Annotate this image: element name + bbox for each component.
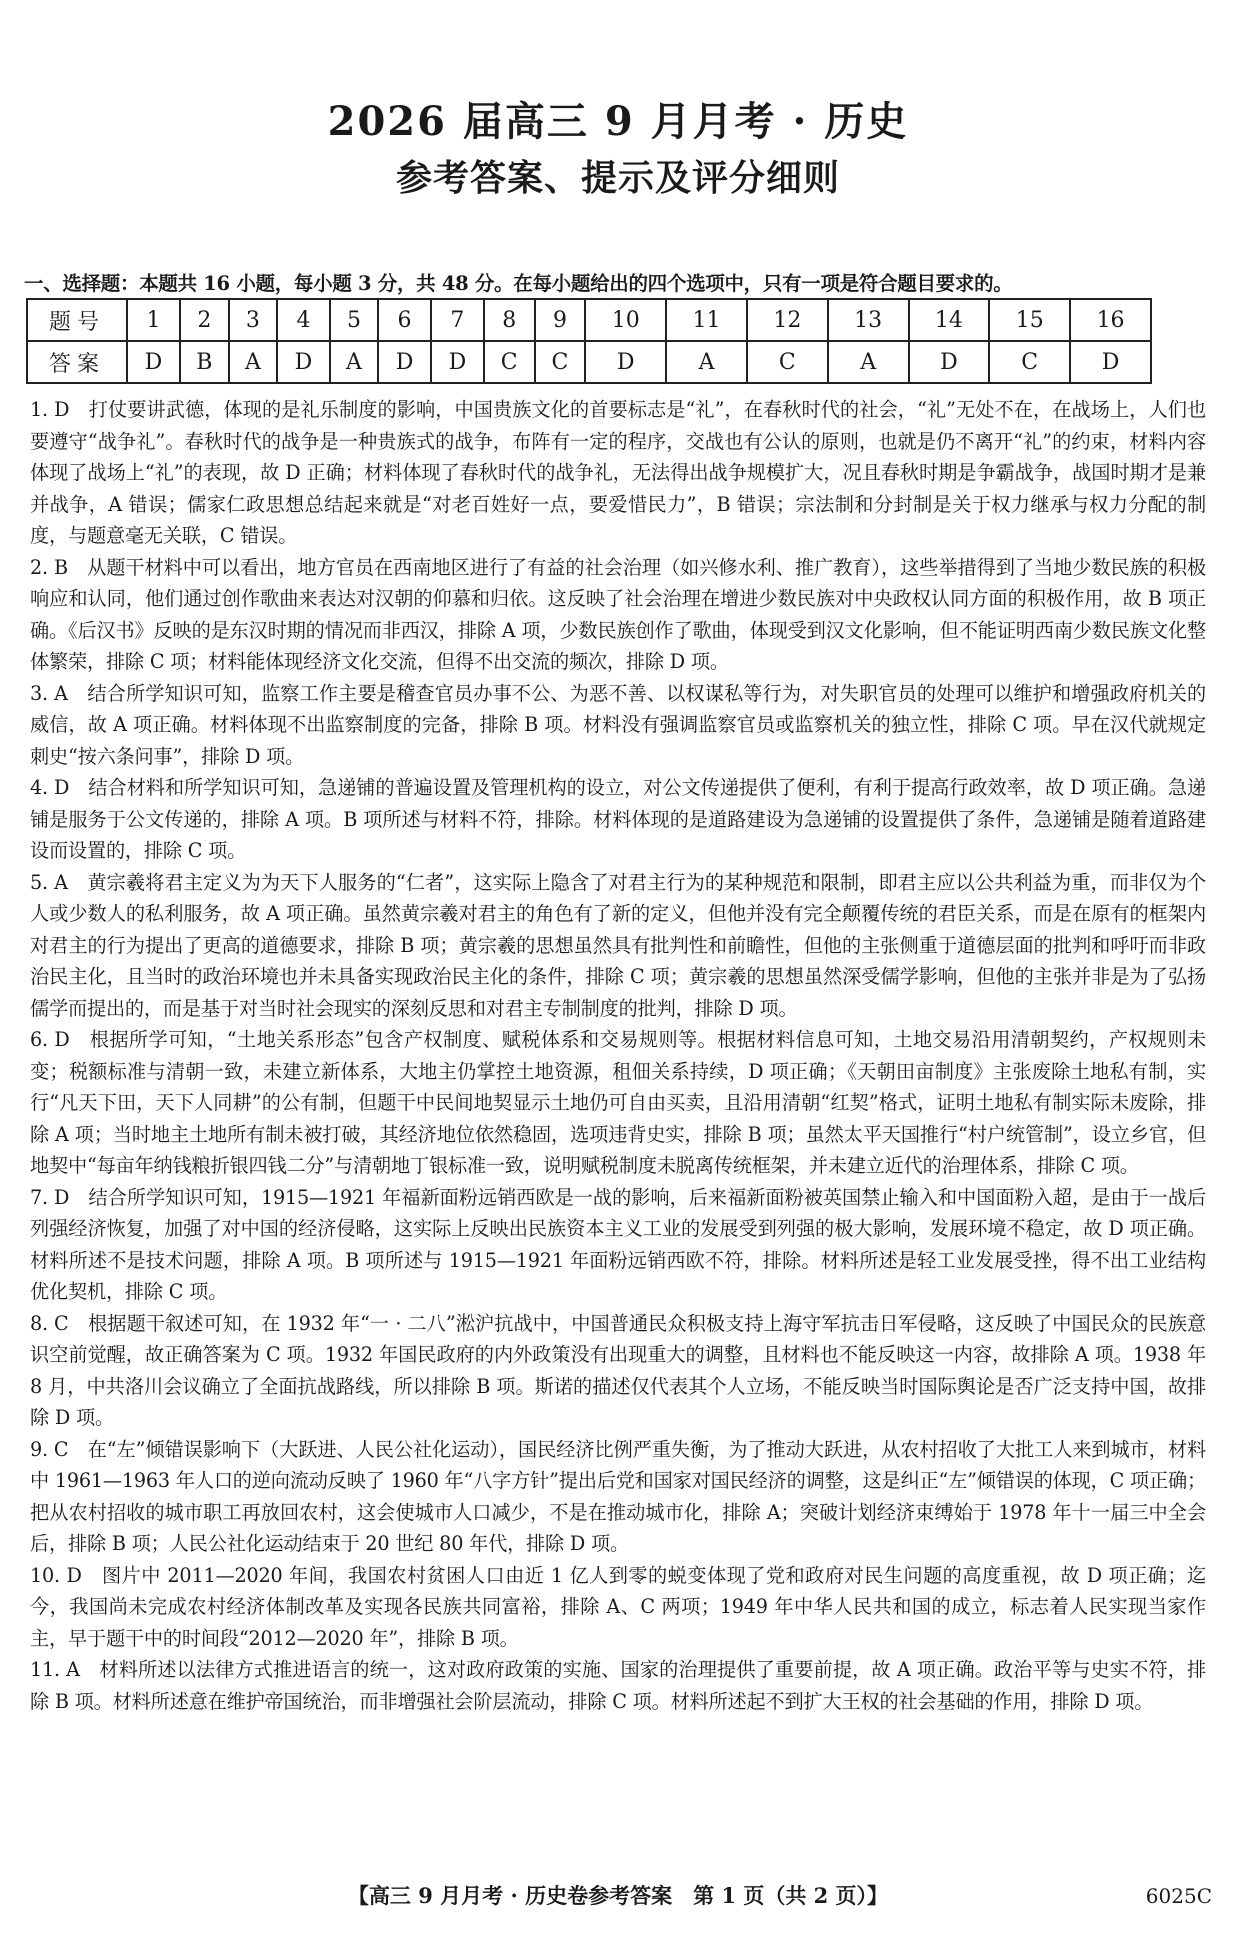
explanation-item: 9. C 在“左”倾错误影响下（大跃进、人民公社化运动），国民经济比例严重失衡，为了推动大跃进，从农村招收了大批工人来到城市，材料中 1961—1963 年人口的逆向流动反映了 1960 年“八字方针”提出后党和国家对国民经济的调整，这是纠正“左”倾错误的体现，C 项正确；把从农村招收的城市职工再放回农村，这会使城市人口减少，不是在推动城市化，排除 A；突破计划经济束缚始于 1978 年十一届三中全会后，排除 B 项；人民公社化运动结束于 20 世纪 80 年代，排除 D 项。 [30, 1437, 1206, 1555]
question-number-cell: 3 [229, 299, 277, 341]
answer-row [27, 341, 1151, 383]
explanation-item: 5. A 黄宗羲将君主定义为为天下人服务的“仁者”，这实际上隐含了对君主行为的某种规范和限制，即君主应以公共利益为重，而非仅为个人或少数人的私利服务，故 A 项正确。虽然黄宗羲对君主的角色有了新的定义，但他并没有完全颠覆传统的君臣关系，而是在原有的框架内对君主的行为提出了更高的道德要求，排除 B 项；黄宗羲的思想虽然具有批判性和前瞻性，但他的主张侧重于道德层面的批判和呼吁而非政治民主化，且当时的政治环境也并未具备实现政治民主化的条件，排除 C 项；黄宗羲的思想虽然深受儒学影响，但他的主张并非是为了弘扬儒学而提出的，而是基于对当时社会现实的深刻反思和对君主专制制度的批判，排除 D 项。 [30, 870, 1206, 1020]
number-row [27, 299, 1151, 341]
answer-cell: B [180, 341, 229, 383]
page-subtitle: 参考答案、提示及评分细则 [395, 157, 840, 199]
answer-cell: D [909, 341, 990, 383]
answer-cell: D [431, 341, 484, 383]
answer-table [26, 298, 1152, 384]
question-number-cell: 12 [747, 299, 828, 341]
page-title: 2026 届高三 9 月月考 · 历史 [327, 98, 909, 145]
explanation-item: 4. D 结合材料和所学知识可知，急递铺的普遍设置及管理机构的设立，对公文传递提供了便利，有利于提高行政效率，故 D 项正确。急递铺是服务于公文传递的，排除 A 项。B 项所述与材料不符，排除。材料体现的是道路建设为急递铺的设置提供了条件，急递铺是随着道路建设而设置的，排除 C 项。 [30, 776, 1206, 862]
page-footer: 【高三 9 月月考 · 历史卷参考答案 第 1 页（共 2 页）】 [347, 1883, 889, 1908]
question-number-cell: 15 [989, 299, 1070, 341]
question-number-cell: 7 [431, 299, 484, 341]
question-number-cell: 6 [378, 299, 431, 341]
question-number-cell: 11 [666, 299, 747, 341]
answer-cell: A [828, 341, 909, 383]
question-number-cell: 8 [484, 299, 535, 341]
explanation-item: 3. A 结合所学知识可知，监察工作主要是稽查官员办事不公、为恶不善、以权谋私等行为，对失职官员的处理可以维护和增强政府机关的威信，故 A 项正确。材料体现不出监察制度的完备，排除 B 项。材料没有强调监察官员或监察机关的独立性，排除 C 项。早在汉代就规定刺史“按六条问事”，排除 D 项。 [30, 681, 1206, 768]
explanation-item: 1. D 打仗要讲武德，体现的是礼乐制度的影响，中国贵族文化的首要标志是“礼”，在春秋时代的社会，“礼”无处不在，在战场上，人们也要遵守“战争礼”。春秋时代的战争是一种贵族式的战争，布阵有一定的程序，交战也有公认的原则，也就是仍不离开“礼”的约束，材料内容体现了战场上“礼”的表现，故 D 正确；材料体现了春秋时代的战争礼，无法得出战争规模扩大，况且春秋时期是争霸战争，战国时期才是兼并战争，A 错误；儒家仁政思想总结起来就是“对老百姓好一点，要爱惜民力”，B 错误；宗法制和分封制是关于权力继承与权力分配的制度，与题意毫无关联，C 错误。 [30, 398, 1206, 547]
answer-cell: D [277, 341, 330, 383]
answer-cell: D [127, 341, 180, 383]
doc-code: 6025C [1145, 1884, 1212, 1908]
question-number-cell: 9 [535, 299, 586, 341]
answer-cell: C [747, 341, 828, 383]
answer-cell: D [585, 341, 666, 383]
row-header-number: 题号 [27, 299, 127, 341]
answer-cell: D [1070, 341, 1151, 383]
question-number-cell: 4 [277, 299, 330, 341]
row-header-answer: 答案 [27, 341, 127, 383]
explanation-item: 6. D 根据所学可知，“土地关系形态”包含产权制度、赋税体系和交易规则等。根据材料信息可知，土地交易沿用清朝契约，产权规则未变；税额标准与清朝一致，未建立新体系，大地主仍掌控土地资源，租佃关系持续，D 项正确；《天朝田亩制度》主张废除土地私有制，实行“凡天下田，天下人同耕”的公有制，但题干中民间地契显示土地仍可自由买卖，且沿用清朝“红契”格式，证明土地私有制实际未废除，排除 A 项；当时地主土地所有制未被打破，其经济地位依然稳固，选项违背史实，排除 B 项；虽然太平天国推行“村户统管制”，设立乡官，但地契中“每亩年纳钱粮折银四钱二分”与清朝地丁银标准一致，说明赋税制度未脱离传统框架，并未建立近代的治理体系，排除 C 项。 [30, 1028, 1206, 1177]
answer-cell: A [330, 341, 378, 383]
question-number-cell: 14 [909, 299, 990, 341]
answer-cell: C [535, 341, 586, 383]
question-number-cell: 2 [180, 299, 229, 341]
question-number-cell: 13 [828, 299, 909, 341]
answer-cell: D [378, 341, 431, 383]
explanation-item: 11. A 材料所述以法律方式推进语言的统一，这对政府政策的实施、国家的治理提供了重要前提，故 A 项正确。政治平等与史实不符，排除 B 项。材料所述意在维护帝国统治，而非增强社会阶层流动，排除 C 项。材料所述起不到扩大王权的社会基础的作用，排除 D 项。 [30, 1658, 1206, 1713]
explanation-list [30, 394, 1206, 1717]
answer-cell: C [484, 341, 535, 383]
question-number-cell: 16 [1070, 299, 1151, 341]
question-number-cell: 10 [585, 299, 666, 341]
question-number-cell: 5 [330, 299, 378, 341]
explanation-item: 7. D 结合所学知识可知，1915—1921 年福新面粉远销西欧是一战的影响，后来福新面粉被英国禁止输入和中国面粉入超，是由于一战后列强经济恢复，加强了对中国的经济侵略，这实际上反映出民族资本主义工业的发展受到列强的极大影响，发展环境不稳定，故 D 项正确。材料所述不是技术问题，排除 A 项。B 项所述与 1915—1921 年面粉远销西欧不符，排除。材料所述是轻工业发展受挫，得不出工业结构优化契机，排除 C 项。 [30, 1185, 1206, 1303]
question-number-cell: 1 [127, 299, 180, 341]
answer-cell: A [229, 341, 277, 383]
answer-cell: C [989, 341, 1070, 383]
explanation-item: 8. C 根据题干叙述可知，在 1932 年“一 · 二八”淞沪抗战中，中国普通民众积极支持上海守军抗击日军侵略，这反映了中国民众的民族意识空前觉醒，故正确答案为 C 项。1932 年国民政府的内外政策没有出现重大的调整，且材料也不能反映这一内容，故排除 A 项。1938 年 8 月，中共洛川会议确立了全面抗战路线，所以排除 B 项。斯诺的描述仅代表其个人立场，不能反映当时国际舆论是否广泛支持中国，故排除 D 项。 [30, 1311, 1206, 1429]
explanation-item: 2. B 从题干材料中可以看出，地方官员在西南地区进行了有益的社会治理（如兴修水利、推广教育），这些举措得到了当地少数民族的积极响应和认同，他们通过创作歌曲来表达对汉朝的仰慕和归依。这反映了社会治理在增进少数民族对中央政权认同方面的积极作用，故 B 项正确。《后汉书》反映的是东汉时期的情况而非西汉，排除 A 项，少数民族创作了歌曲，体现受到汉文化影响，但不能证明西南少数民族文化整体繁荣，排除 C 项；材料能体现经济文化交流，但得不出交流的频次，排除 D 项。 [30, 555, 1206, 673]
answer-cell: A [666, 341, 747, 383]
explanation-item: 10. D 图片中 2011—2020 年间，我国农村贫困人口由近 1 亿人到零的蜕变体现了党和政府对民生问题的高度重视，故 D 项正确；迄今，我国尚未完成农村经济体制改革及实现各民族共同富裕，排除 A、C 两项；1949 年中华人民共和国的成立，标志着人民实现当家作主，早于题干中的时间段“2012—2020 年”，排除 B 项。 [30, 1563, 1206, 1650]
section-heading: 一、选择题：本题共 16 小题，每小题 3 分，共 48 分。在每小题给出的四个选项中，只有一项是符合题目要求的。 [24, 272, 1013, 295]
